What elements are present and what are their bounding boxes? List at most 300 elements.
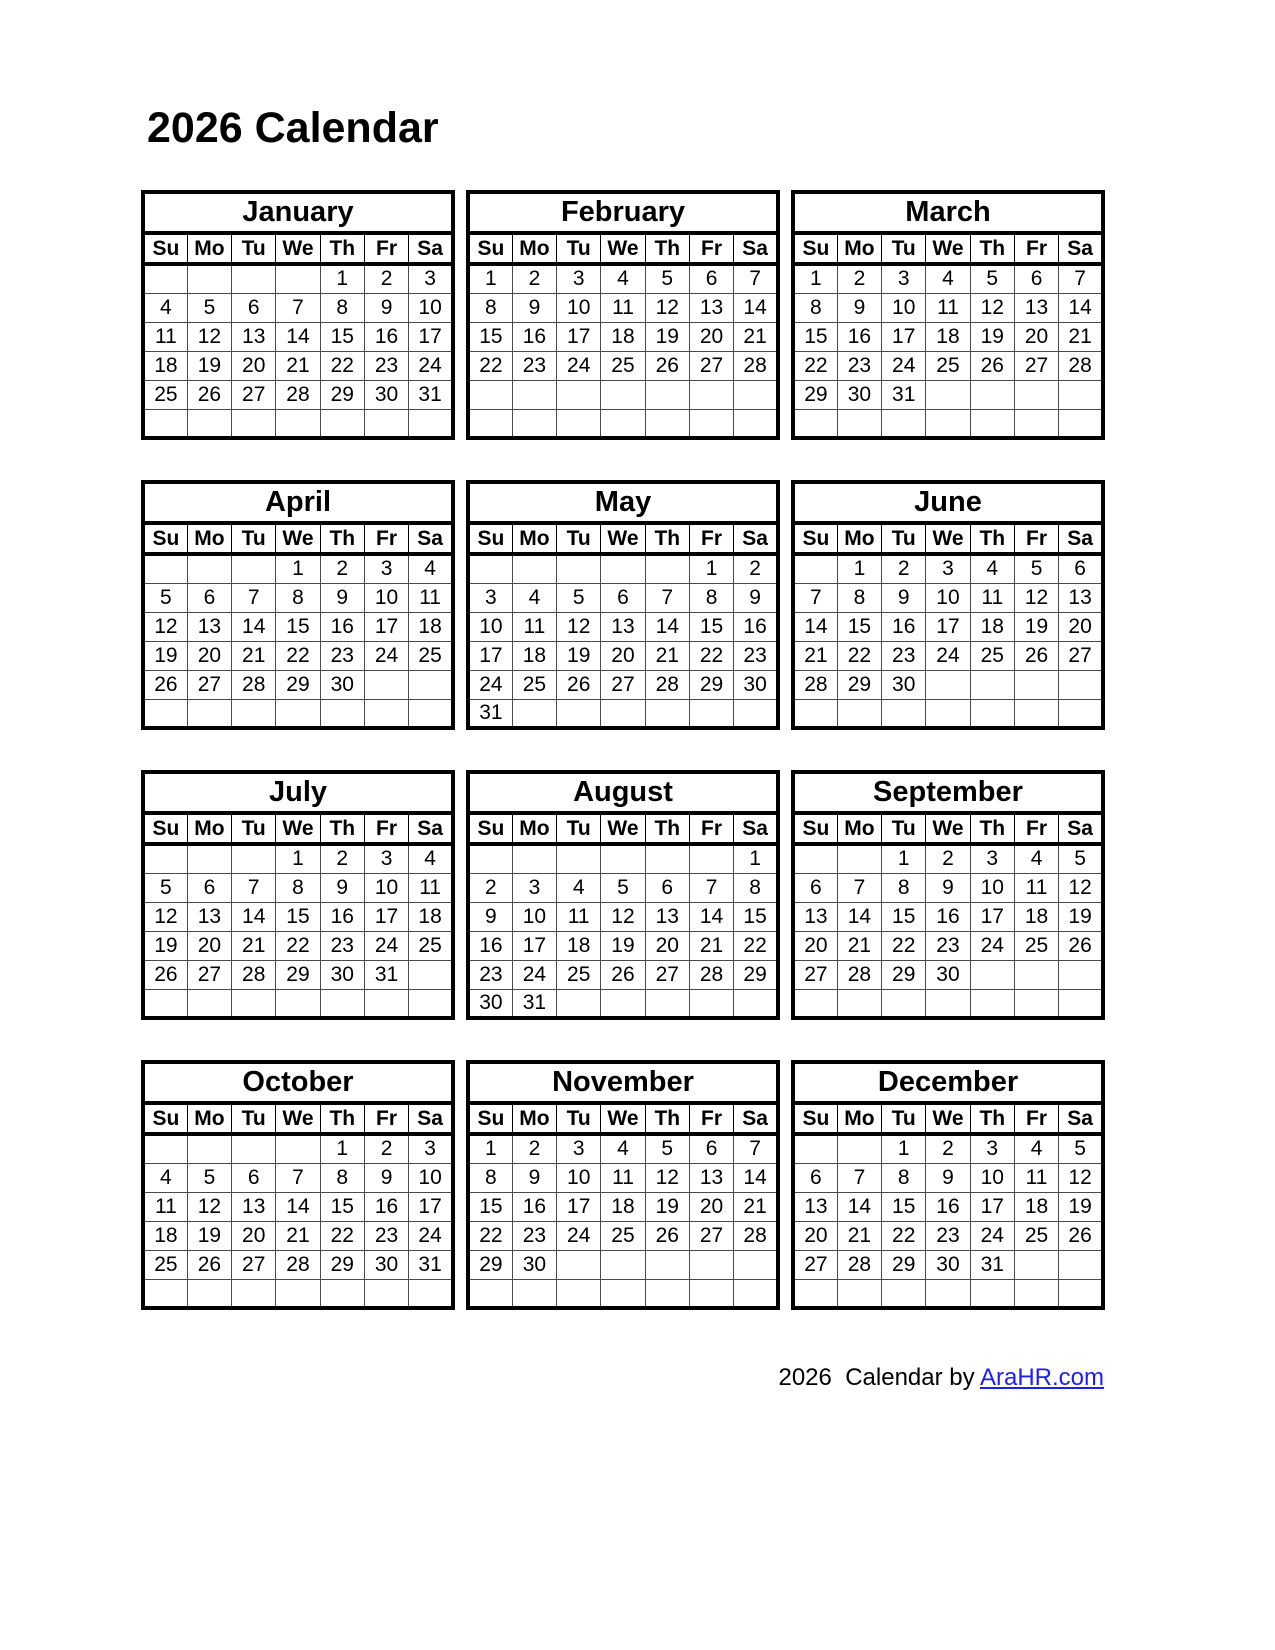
day-header-mo: Mo xyxy=(512,813,556,844)
date-cell: 31 xyxy=(882,380,926,409)
week-row xyxy=(468,960,778,989)
date-cell: 25 xyxy=(1014,1221,1058,1250)
empty-cell xyxy=(320,409,364,438)
date-cell: 5 xyxy=(970,264,1014,293)
date-cell: 19 xyxy=(970,322,1014,351)
empty-cell xyxy=(601,554,645,583)
empty-cell xyxy=(143,989,187,1018)
date-cell: 13 xyxy=(232,1192,276,1221)
date-cell: 24 xyxy=(409,1221,453,1250)
day-header-fr: Fr xyxy=(689,1103,733,1134)
date-cell: 27 xyxy=(187,960,231,989)
date-cell: 1 xyxy=(276,554,320,583)
empty-cell xyxy=(882,1279,926,1308)
empty-cell xyxy=(734,380,778,409)
date-cell: 12 xyxy=(1059,873,1103,902)
date-cell: 14 xyxy=(232,612,276,641)
empty-cell xyxy=(276,699,320,728)
date-cell: 23 xyxy=(926,1221,970,1250)
date-cell: 25 xyxy=(143,1250,187,1279)
empty-cell xyxy=(882,989,926,1018)
day-header-tu: Tu xyxy=(557,1103,601,1134)
date-cell: 11 xyxy=(926,293,970,322)
date-cell: 30 xyxy=(882,670,926,699)
empty-cell xyxy=(689,409,733,438)
empty-cell xyxy=(970,670,1014,699)
day-header-su: Su xyxy=(468,523,512,554)
empty-cell xyxy=(143,1279,187,1308)
empty-cell xyxy=(187,1134,231,1163)
week-row xyxy=(793,293,1103,322)
date-cell: 23 xyxy=(320,931,364,960)
day-header-tu: Tu xyxy=(882,523,926,554)
date-cell: 27 xyxy=(232,1250,276,1279)
date-cell: 3 xyxy=(409,264,453,293)
date-cell: 28 xyxy=(689,960,733,989)
date-cell: 20 xyxy=(1059,612,1103,641)
empty-cell xyxy=(409,989,453,1018)
empty-cell xyxy=(793,1134,837,1163)
empty-cell xyxy=(187,264,231,293)
date-cell: 14 xyxy=(232,902,276,931)
date-cell: 8 xyxy=(468,1163,512,1192)
day-header-sa: Sa xyxy=(1059,1103,1103,1134)
empty-cell xyxy=(512,844,556,873)
empty-cell xyxy=(734,1279,778,1308)
date-cell: 8 xyxy=(793,293,837,322)
day-header-th: Th xyxy=(970,233,1014,264)
date-cell: 28 xyxy=(645,670,689,699)
date-cell: 13 xyxy=(793,902,837,931)
empty-cell xyxy=(1014,989,1058,1018)
date-cell: 28 xyxy=(276,1250,320,1279)
date-cell: 27 xyxy=(793,960,837,989)
date-cell: 11 xyxy=(409,873,453,902)
date-cell: 19 xyxy=(557,641,601,670)
date-cell: 24 xyxy=(557,351,601,380)
day-header-mo: Mo xyxy=(187,1103,231,1134)
date-cell: 26 xyxy=(645,351,689,380)
empty-cell xyxy=(645,1279,689,1308)
month-table-january xyxy=(141,190,455,440)
date-cell: 11 xyxy=(557,902,601,931)
day-header-fr: Fr xyxy=(1014,523,1058,554)
empty-cell xyxy=(1059,380,1103,409)
empty-cell xyxy=(837,1279,881,1308)
date-cell: 15 xyxy=(320,322,364,351)
empty-cell xyxy=(232,699,276,728)
date-cell: 17 xyxy=(364,902,408,931)
date-cell: 10 xyxy=(882,293,926,322)
date-cell: 23 xyxy=(364,1221,408,1250)
empty-cell xyxy=(232,409,276,438)
empty-cell xyxy=(364,409,408,438)
empty-cell xyxy=(689,1279,733,1308)
date-cell: 23 xyxy=(512,1221,556,1250)
date-cell: 17 xyxy=(557,322,601,351)
date-cell: 27 xyxy=(187,670,231,699)
date-cell: 13 xyxy=(187,902,231,931)
date-cell: 12 xyxy=(645,1163,689,1192)
date-cell: 7 xyxy=(1059,264,1103,293)
date-cell: 11 xyxy=(1014,1163,1058,1192)
date-cell: 28 xyxy=(793,670,837,699)
date-cell: 21 xyxy=(837,931,881,960)
date-cell: 10 xyxy=(970,1163,1014,1192)
date-cell: 27 xyxy=(689,351,733,380)
date-cell: 5 xyxy=(645,264,689,293)
date-cell: 24 xyxy=(512,960,556,989)
date-cell: 19 xyxy=(1059,902,1103,931)
empty-cell xyxy=(645,844,689,873)
empty-cell xyxy=(468,380,512,409)
empty-cell xyxy=(793,989,837,1018)
day-header-sa: Sa xyxy=(734,523,778,554)
month-name: November xyxy=(468,1062,778,1103)
footer xyxy=(765,1336,1104,1392)
empty-cell xyxy=(512,699,556,728)
date-cell: 15 xyxy=(882,902,926,931)
page-title: 2026 Calendar xyxy=(147,104,439,152)
date-cell: 16 xyxy=(320,902,364,931)
date-cell: 2 xyxy=(320,844,364,873)
date-cell: 22 xyxy=(793,351,837,380)
day-header-sa: Sa xyxy=(1059,813,1103,844)
day-header-fr: Fr xyxy=(1014,1103,1058,1134)
date-cell: 29 xyxy=(276,960,320,989)
day-header-su: Su xyxy=(143,233,187,264)
empty-cell xyxy=(926,699,970,728)
date-cell: 21 xyxy=(837,1221,881,1250)
empty-cell xyxy=(1059,1279,1103,1308)
date-cell: 9 xyxy=(320,873,364,902)
week-row xyxy=(793,1163,1103,1192)
date-cell: 26 xyxy=(557,670,601,699)
day-header-su: Su xyxy=(468,233,512,264)
date-cell: 6 xyxy=(232,1163,276,1192)
date-cell: 14 xyxy=(1059,293,1103,322)
date-cell: 16 xyxy=(837,322,881,351)
date-cell: 16 xyxy=(734,612,778,641)
empty-cell xyxy=(364,670,408,699)
date-cell: 6 xyxy=(232,293,276,322)
date-cell: 24 xyxy=(970,1221,1014,1250)
date-cell: 21 xyxy=(1059,322,1103,351)
date-cell: 23 xyxy=(468,960,512,989)
empty-cell xyxy=(232,1279,276,1308)
week-row xyxy=(793,612,1103,641)
date-cell: 27 xyxy=(1059,641,1103,670)
date-cell: 5 xyxy=(1059,1134,1103,1163)
empty-cell xyxy=(512,380,556,409)
day-header-sa: Sa xyxy=(409,1103,453,1134)
day-header-we: We xyxy=(601,813,645,844)
date-cell: 21 xyxy=(734,1192,778,1221)
month-table-april xyxy=(141,480,455,730)
date-cell: 30 xyxy=(837,380,881,409)
week-row xyxy=(143,902,453,931)
empty-cell xyxy=(276,989,320,1018)
empty-cell xyxy=(143,554,187,583)
date-cell: 12 xyxy=(970,293,1014,322)
date-cell: 3 xyxy=(882,264,926,293)
week-row xyxy=(793,554,1103,583)
empty-cell xyxy=(926,1279,970,1308)
date-cell: 17 xyxy=(926,612,970,641)
week-row xyxy=(793,322,1103,351)
date-cell: 30 xyxy=(364,380,408,409)
date-cell: 4 xyxy=(1014,1134,1058,1163)
date-cell: 11 xyxy=(143,322,187,351)
date-cell: 3 xyxy=(557,264,601,293)
date-cell: 15 xyxy=(276,902,320,931)
date-cell: 20 xyxy=(187,931,231,960)
month-name: June xyxy=(793,482,1103,523)
month-table-september xyxy=(791,770,1105,1020)
date-cell: 5 xyxy=(645,1134,689,1163)
empty-cell xyxy=(232,264,276,293)
day-header-tu: Tu xyxy=(232,813,276,844)
date-cell: 13 xyxy=(187,612,231,641)
day-header-tu: Tu xyxy=(557,523,601,554)
date-cell: 23 xyxy=(734,641,778,670)
date-cell: 13 xyxy=(645,902,689,931)
date-cell: 18 xyxy=(143,1221,187,1250)
date-cell: 21 xyxy=(276,1221,320,1250)
date-cell: 19 xyxy=(645,322,689,351)
date-cell: 2 xyxy=(512,264,556,293)
date-cell: 15 xyxy=(468,322,512,351)
day-header-th: Th xyxy=(320,233,364,264)
date-cell: 4 xyxy=(1014,844,1058,873)
date-cell: 14 xyxy=(645,612,689,641)
date-cell: 1 xyxy=(689,554,733,583)
empty-cell xyxy=(734,699,778,728)
day-header-su: Su xyxy=(793,233,837,264)
day-header-mo: Mo xyxy=(187,233,231,264)
date-cell: 17 xyxy=(970,902,1014,931)
empty-cell xyxy=(320,1279,364,1308)
footer-text: 2026 Calendar by xyxy=(778,1364,980,1391)
date-cell: 27 xyxy=(645,960,689,989)
date-cell: 2 xyxy=(734,554,778,583)
date-cell: 31 xyxy=(512,989,556,1018)
date-cell: 18 xyxy=(601,322,645,351)
day-header-we: We xyxy=(276,1103,320,1134)
date-cell: 5 xyxy=(187,1163,231,1192)
empty-cell xyxy=(1014,1279,1058,1308)
date-cell: 20 xyxy=(689,322,733,351)
date-cell: 2 xyxy=(320,554,364,583)
day-header-tu: Tu xyxy=(557,813,601,844)
month-name: July xyxy=(143,772,453,813)
empty-cell xyxy=(837,844,881,873)
date-cell: 15 xyxy=(689,612,733,641)
week-row xyxy=(793,1134,1103,1163)
empty-cell xyxy=(276,1279,320,1308)
empty-cell xyxy=(734,409,778,438)
week-row xyxy=(143,583,453,612)
day-header-mo: Mo xyxy=(187,813,231,844)
date-cell: 14 xyxy=(276,322,320,351)
date-cell: 30 xyxy=(468,989,512,1018)
date-cell: 28 xyxy=(276,380,320,409)
date-cell: 25 xyxy=(601,351,645,380)
week-row xyxy=(793,960,1103,989)
empty-cell xyxy=(601,989,645,1018)
empty-cell xyxy=(276,264,320,293)
empty-cell xyxy=(1059,960,1103,989)
day-header-we: We xyxy=(276,523,320,554)
empty-cell xyxy=(1059,699,1103,728)
empty-cell xyxy=(1014,670,1058,699)
day-header-we: We xyxy=(601,233,645,264)
date-cell: 5 xyxy=(187,293,231,322)
footer-link[interactable]: AraHR.com xyxy=(979,1364,1104,1391)
date-cell: 14 xyxy=(793,612,837,641)
week-row xyxy=(143,293,453,322)
day-header-th: Th xyxy=(320,1103,364,1134)
date-cell: 17 xyxy=(409,322,453,351)
day-header-su: Su xyxy=(143,813,187,844)
date-cell: 12 xyxy=(601,902,645,931)
date-cell: 19 xyxy=(187,351,231,380)
date-cell: 28 xyxy=(837,960,881,989)
date-cell: 19 xyxy=(143,931,187,960)
month-name: August xyxy=(468,772,778,813)
month-name: April xyxy=(143,482,453,523)
date-cell: 14 xyxy=(734,1163,778,1192)
week-row xyxy=(143,670,453,699)
empty-cell xyxy=(970,989,1014,1018)
day-header-mo: Mo xyxy=(837,523,881,554)
date-cell: 9 xyxy=(468,902,512,931)
month-name: September xyxy=(793,772,1103,813)
date-cell: 3 xyxy=(364,554,408,583)
empty-cell xyxy=(1059,670,1103,699)
empty-cell xyxy=(143,409,187,438)
week-row xyxy=(468,902,778,931)
empty-cell xyxy=(143,264,187,293)
date-cell: 3 xyxy=(468,583,512,612)
empty-cell xyxy=(793,699,837,728)
month-name: February xyxy=(468,192,778,233)
date-cell: 23 xyxy=(837,351,881,380)
empty-cell xyxy=(793,1279,837,1308)
date-cell: 4 xyxy=(143,293,187,322)
date-cell: 22 xyxy=(837,641,881,670)
empty-cell xyxy=(926,989,970,1018)
empty-cell xyxy=(645,409,689,438)
date-cell: 18 xyxy=(1014,902,1058,931)
date-cell: 19 xyxy=(1059,1192,1103,1221)
empty-cell xyxy=(970,699,1014,728)
date-cell: 10 xyxy=(364,873,408,902)
date-cell: 31 xyxy=(364,960,408,989)
date-cell: 7 xyxy=(734,264,778,293)
day-header-mo: Mo xyxy=(837,233,881,264)
date-cell: 25 xyxy=(143,380,187,409)
date-cell: 8 xyxy=(734,873,778,902)
day-header-sa: Sa xyxy=(734,813,778,844)
day-header-mo: Mo xyxy=(512,233,556,264)
empty-cell xyxy=(557,989,601,1018)
date-cell: 17 xyxy=(468,641,512,670)
date-cell: 6 xyxy=(1059,554,1103,583)
date-cell: 13 xyxy=(689,293,733,322)
date-cell: 27 xyxy=(601,670,645,699)
date-cell: 31 xyxy=(409,1250,453,1279)
month-table-october xyxy=(141,1060,455,1310)
date-cell: 17 xyxy=(970,1192,1014,1221)
date-cell: 18 xyxy=(970,612,1014,641)
week-row xyxy=(468,409,778,438)
date-cell: 22 xyxy=(734,931,778,960)
date-cell: 26 xyxy=(601,960,645,989)
date-cell: 28 xyxy=(1059,351,1103,380)
date-cell: 3 xyxy=(409,1134,453,1163)
date-cell: 7 xyxy=(837,1163,881,1192)
empty-cell xyxy=(645,554,689,583)
date-cell: 2 xyxy=(364,264,408,293)
empty-cell xyxy=(512,409,556,438)
empty-cell xyxy=(970,1279,1014,1308)
date-cell: 3 xyxy=(557,1134,601,1163)
date-cell: 25 xyxy=(1014,931,1058,960)
empty-cell xyxy=(143,1134,187,1163)
day-header-fr: Fr xyxy=(364,813,408,844)
week-row xyxy=(793,1192,1103,1221)
date-cell: 28 xyxy=(837,1250,881,1279)
week-row xyxy=(793,902,1103,931)
date-cell: 11 xyxy=(512,612,556,641)
month-name: January xyxy=(143,192,453,233)
date-cell: 27 xyxy=(793,1250,837,1279)
date-cell: 17 xyxy=(409,1192,453,1221)
week-row xyxy=(468,1134,778,1163)
date-cell: 16 xyxy=(364,1192,408,1221)
month-table-november xyxy=(466,1060,780,1310)
date-cell: 27 xyxy=(1014,351,1058,380)
date-cell: 15 xyxy=(734,902,778,931)
date-cell: 16 xyxy=(468,931,512,960)
empty-cell xyxy=(187,409,231,438)
day-header-we: We xyxy=(601,1103,645,1134)
date-cell: 18 xyxy=(601,1192,645,1221)
week-row xyxy=(793,409,1103,438)
empty-cell xyxy=(837,409,881,438)
date-cell: 15 xyxy=(793,322,837,351)
week-row xyxy=(143,699,453,728)
day-header-mo: Mo xyxy=(837,813,881,844)
date-cell: 24 xyxy=(468,670,512,699)
date-cell: 7 xyxy=(276,1163,320,1192)
empty-cell xyxy=(232,844,276,873)
date-cell: 4 xyxy=(601,1134,645,1163)
day-header-fr: Fr xyxy=(1014,813,1058,844)
date-cell: 31 xyxy=(970,1250,1014,1279)
date-cell: 6 xyxy=(793,1163,837,1192)
date-cell: 5 xyxy=(557,583,601,612)
month-name: December xyxy=(793,1062,1103,1103)
date-cell: 22 xyxy=(468,351,512,380)
date-cell: 8 xyxy=(837,583,881,612)
date-cell: 22 xyxy=(276,641,320,670)
date-cell: 18 xyxy=(512,641,556,670)
week-row xyxy=(468,873,778,902)
empty-cell xyxy=(557,409,601,438)
date-cell: 23 xyxy=(512,351,556,380)
